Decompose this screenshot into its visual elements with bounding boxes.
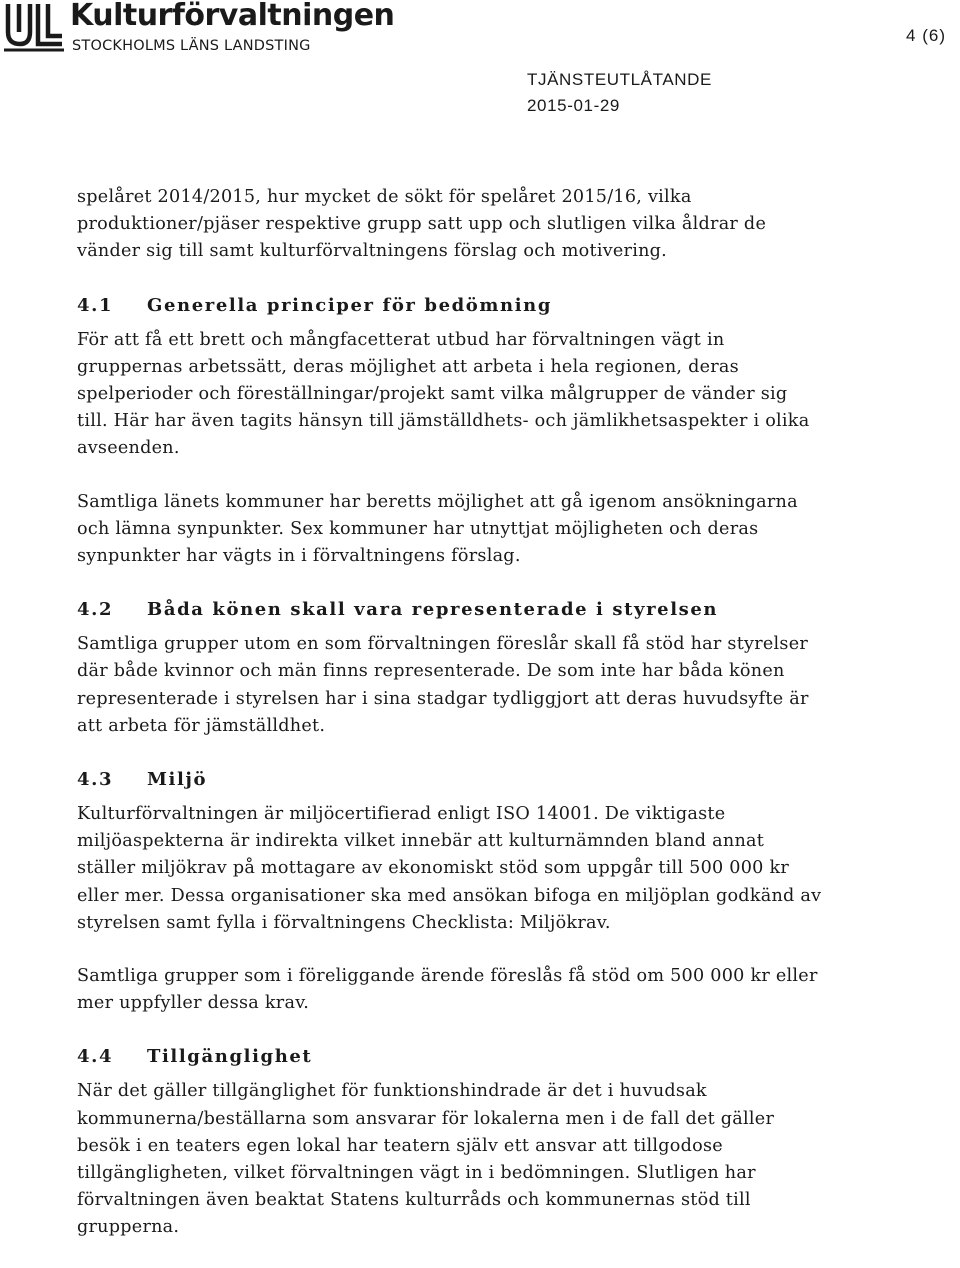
section-title: Tillgänglighet xyxy=(147,1046,313,1068)
section-heading-4-4 xyxy=(77,1043,822,1070)
landsting-logo-icon xyxy=(2,2,64,56)
paragraph: Kulturförvaltningen är miljöcertifierad enligt ISO 14001. De viktigaste miljöaspekterna är indirekta vilket innebär att kulturnämnden bland annat ställer miljökrav på mottagare av ekonomiskt stöd som uppgår till 500 000 kr eller mer. Dessa organisationer ska med ansökan bifoga en miljöplan godkänd av styrelsen samt fylla i förvaltningens Checklista: Miljökrav. xyxy=(77,804,822,933)
paragraph: För att få ett brett och mångfacetterat utbud har förvaltningen vägt in gruppernas arbetssätt, deras möjlighet att arbeta i hela regionen, deras spelperioder och föreställningar/projekt samt vilka målgrupper de vänder sig till. Här har även tagits hänsyn till jämställdhets- och jämlikhetsaspekter i olika avseenden. xyxy=(77,329,810,459)
section-number: 4.3 xyxy=(77,769,114,791)
section-number: 4.2 xyxy=(77,599,114,621)
page-number: 4 (6) xyxy=(906,26,946,45)
section-heading-4-3 xyxy=(77,766,822,793)
intro-paragraph: spelåret 2014/2015, hur mycket de sökt för spelåret 2015/16, vilka produktioner/pjäser respektive grupp satt upp och slutligen vilka åldrar de vänder sig till samt kulturförvaltningens förslag och motivering. xyxy=(77,187,767,262)
section-heading-4-2 xyxy=(77,596,822,623)
logo xyxy=(2,0,395,56)
org-name: Kulturförvaltningen xyxy=(70,0,395,33)
section-title: Miljö xyxy=(147,769,208,791)
document-date: 2015-01-29 xyxy=(527,96,620,115)
org-subtitle: STOCKHOLMS LÄNS LANDSTING xyxy=(72,38,311,54)
section-number: 4.4 xyxy=(77,1046,114,1068)
section-number: 4.1 xyxy=(77,294,114,316)
section-title: Båda könen skall vara representerade i styrelsen xyxy=(147,599,719,621)
paragraph: När det gäller tillgänglighet för funktionshindrade är det i huvudsak kommunerna/beställarna som ansvarar för lokalerna men i de fall det gäller besök i en teaters egen lokal har teatern själv ett ansvar att tillgodose tillgängligheten, vilket förvaltningen vägt in i bedömningen. Slutligen har förvaltningen även beaktat Statens kulturråds och kommunernas stöd till grupperna. xyxy=(77,1081,775,1238)
paragraph: Samtliga grupper utom en som förvaltningen föreslår skall få stöd har styrelser där både kvinnor och män finns representerade. De som inte har båda könen representerade i styrelsen har i sina stadgar tydliggjort att deras huvudsyfte är att arbeta för jämställdhet. xyxy=(77,634,809,736)
paragraph: Samtliga länets kommuner har beretts möjlighet att gå igenom ansökningarna och lämna synpunkter. Sex kommuner har utnyttjat möjligheten och deras synpunkter har vägts in i förvaltningens förslag. xyxy=(77,491,798,567)
document-type: TJÄNSTEUTLÅTANDE xyxy=(527,70,712,89)
paragraph: Samtliga grupper som i föreliggande ärende föreslås få stöd om 500 000 kr eller mer uppfyller dessa krav. xyxy=(77,966,818,1014)
section-heading-4-1 xyxy=(77,292,822,319)
section-title: Generella principer för bedömning xyxy=(147,294,553,316)
document-body xyxy=(77,184,822,1268)
